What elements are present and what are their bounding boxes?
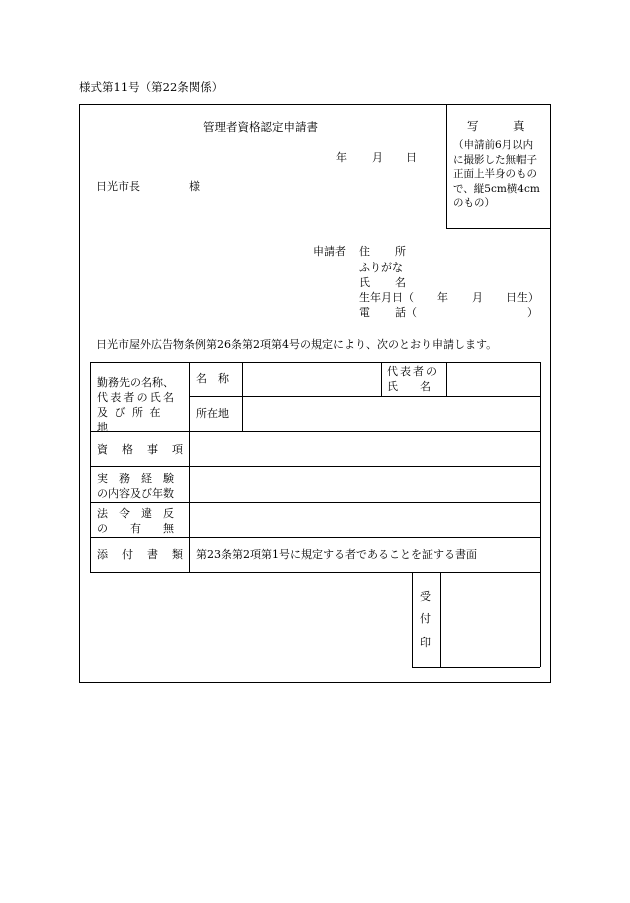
violation-label-line: の 有 無 — [97, 522, 174, 535]
page-title: 管理者資格認定申請書 — [203, 120, 318, 134]
form-number: 様式第11号（第22条関係） — [79, 80, 224, 94]
applicant-label: 申請者 — [313, 245, 346, 258]
employer-name-field[interactable] — [243, 363, 380, 395]
furigana-label: ふりがな — [359, 261, 403, 274]
violation-label — [97, 506, 174, 536]
table-line — [540, 362, 541, 572]
receipt-char: 受 — [420, 590, 431, 603]
phone-label-b: 話（ — [395, 306, 417, 319]
experience-label-line: の内容及び年数 — [97, 487, 174, 500]
address-label-b: 所 — [395, 245, 406, 258]
receipt-char: 印 — [420, 636, 431, 649]
receipt-line — [412, 572, 413, 667]
photo-line: に撮影した無帽子 — [453, 153, 537, 166]
employer-label-line: 代表者の氏名 — [97, 391, 177, 404]
employer-label — [97, 375, 184, 435]
name-label-b: 名 — [395, 276, 406, 289]
photo-instructions — [453, 138, 540, 211]
experience-field[interactable] — [190, 467, 539, 501]
attachment-value: 第23条第2項第1号に規定する者であることを証する書面 — [196, 548, 477, 561]
birth-month: 月 — [472, 291, 483, 304]
addressee-honorific: 様 — [189, 180, 200, 193]
rep-label-line: 代表者の — [387, 365, 439, 378]
qualification-label: 資格事項 — [97, 443, 197, 456]
employer-address-label: 所在地 — [196, 407, 229, 420]
receipt-stamp-area[interactable] — [441, 573, 539, 666]
photo-line: （申請前6月以内 — [453, 139, 534, 151]
date-year: 年 — [336, 151, 347, 164]
birth-year: 年 — [437, 291, 448, 304]
employer-address-field[interactable] — [243, 397, 539, 430]
statement: 日光市屋外広告物条例第26条第2項第4号の規定により、次のとおり申請します。 — [96, 338, 498, 351]
photo-line: のもの） — [453, 197, 495, 209]
address-label-a: 住 — [359, 245, 370, 258]
employer-name-label: 名 称 — [196, 372, 229, 385]
date-day: 日 — [406, 151, 417, 164]
violation-label-line: 法 令 違 反 — [97, 507, 174, 520]
rep-name-field[interactable] — [447, 363, 539, 395]
date-month: 月 — [372, 151, 383, 164]
receipt-line — [540, 572, 541, 667]
experience-label-line: 実 務 経 験 — [97, 472, 174, 485]
table-line — [90, 537, 540, 538]
photo-line: で、縦5cm横4cm — [453, 182, 540, 195]
birth-day: 日生） — [506, 291, 539, 304]
photo-title-a: 写 — [467, 119, 479, 133]
attachment-label: 添付書類 — [97, 548, 197, 561]
table-line — [90, 362, 91, 572]
violation-field[interactable] — [190, 503, 539, 536]
experience-label — [97, 471, 174, 501]
name-label-a: 氏 — [359, 276, 370, 289]
phone-label-a: 電 — [359, 306, 370, 319]
receipt-line — [412, 667, 540, 668]
table-line — [381, 362, 382, 396]
receipt-char: 付 — [420, 612, 431, 625]
photo-line: 正面上半身のもの — [453, 168, 537, 180]
photo-box — [446, 104, 551, 229]
birth-label: 生年月日（ — [359, 291, 414, 304]
employer-label-line: 及び所在地 — [97, 406, 167, 434]
addressee-name: 日光市長 — [96, 180, 140, 193]
employer-label-line: 勤務先の名称、 — [97, 376, 174, 389]
phone-close: ） — [527, 306, 538, 319]
photo-title-b: 真 — [513, 119, 525, 133]
qualification-field[interactable] — [190, 432, 539, 465]
rep-label-line: 氏 名 — [387, 380, 431, 393]
